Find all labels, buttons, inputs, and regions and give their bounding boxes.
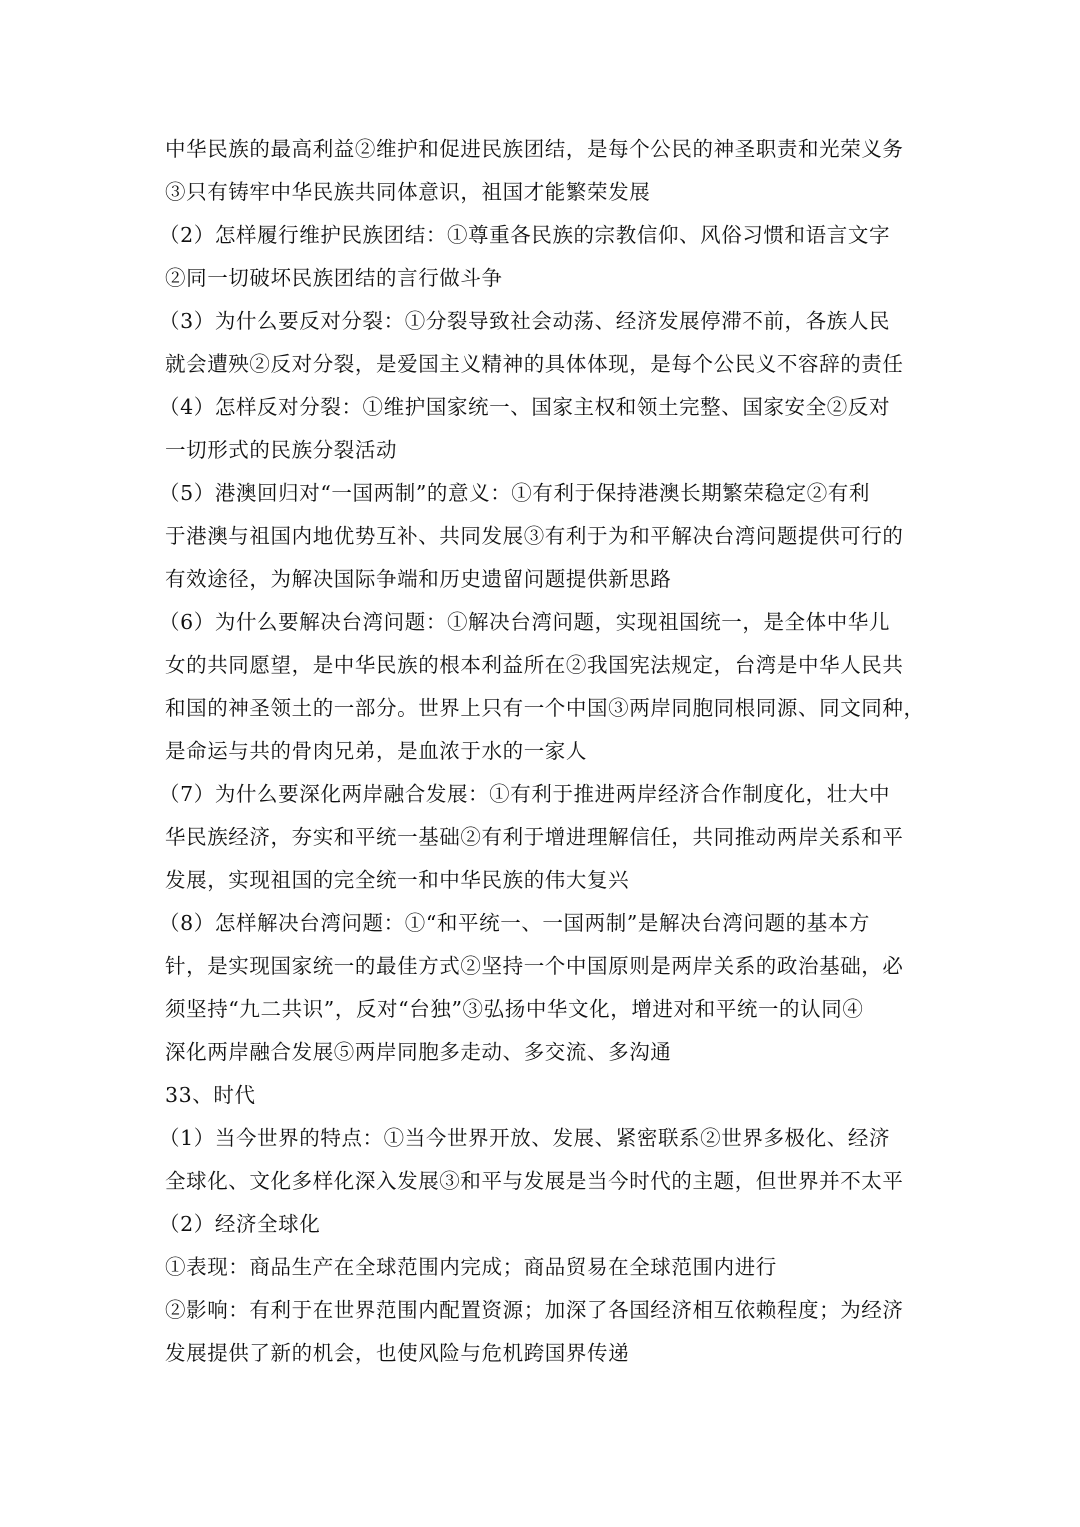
text-line: （1）当今世界的特点：①当今世界开放、发展、紧密联系②世界多极化、经济	[159, 1126, 891, 1150]
text-line: （8）怎样解决台湾问题：①“和平统一、一国两制”是解决台湾问题的基本方	[159, 911, 871, 935]
section-heading: 33、时代	[165, 1083, 256, 1107]
text-line: 深化两岸融合发展⑤两岸同胞多走动、多交流、多沟通	[165, 1040, 672, 1064]
document-body	[159, 128, 925, 1375]
text-line: （2）怎样履行维护民族团结：①尊重各民族的宗教信仰、风俗习惯和语言文字	[159, 223, 891, 247]
text-line: 女的共同愿望，是中华民族的根本利益所在②我国宪法规定，台湾是中华人民共	[165, 653, 904, 677]
text-line: （5）港澳回归对“一国两制”的意义：①有利于保持港澳长期繁荣稳定②有利	[159, 481, 871, 505]
text-line: （3）为什么要反对分裂：①分裂导致社会动荡、经济发展停滞不前，各族人民	[159, 309, 891, 333]
text-line: （2）经济全球化	[159, 1212, 321, 1236]
text-line: 和国的神圣领土的一部分。世界上只有一个中国③两岸同胞同根同源、同文同种，	[165, 696, 925, 720]
text-line: 有效途径，为解决国际争端和历史遗留问题提供新思路	[165, 567, 672, 591]
text-line: 针，是实现国家统一的最佳方式②坚持一个中国原则是两岸关系的政治基础，必	[165, 954, 904, 978]
text-line: 发展，实现祖国的完全统一和中华民族的伟大复兴	[165, 868, 630, 892]
text-line: ③只有铸牢中华民族共同体意识，祖国才能繁荣发展	[165, 180, 651, 204]
text-line: 是命运与共的骨肉兄弟，是血浓于水的一家人	[165, 739, 587, 763]
text-line: （4）怎样反对分裂：①维护国家统一、国家主权和领土完整、国家安全②反对	[159, 395, 891, 419]
text-line: ②同一切破坏民族团结的言行做斗争	[165, 266, 503, 290]
text-line: 于港澳与祖国内地优势互补、共同发展③有利于为和平解决台湾问题提供可行的	[165, 524, 904, 548]
text-line: （6）为什么要解决台湾问题：①解决台湾问题，实现祖国统一，是全体中华儿	[159, 610, 891, 634]
text-line: 华民族经济，夯实和平统一基础②有利于增进理解信任，共同推动两岸关系和平	[165, 825, 904, 849]
text-line: 就会遭殃②反对分裂，是爱国主义精神的具体体现，是每个公民义不容辞的责任	[165, 352, 904, 376]
text-line: ②影响：有利于在世界范围内配置资源；加深了各国经济相互依赖程度；为经济	[165, 1298, 904, 1322]
text-line: ①表现：商品生产在全球范围内完成；商品贸易在全球范围内进行	[165, 1255, 777, 1279]
text-line: 一切形式的民族分裂活动	[165, 438, 398, 462]
text-line: 全球化、文化多样化深入发展③和平与发展是当今时代的主题，但世界并不太平	[165, 1169, 904, 1193]
text-line: 须坚持“九二共识”，反对“台独”③弘扬中华文化，增进对和平统一的认同④	[165, 997, 864, 1021]
text-line: （7）为什么要深化两岸融合发展：①有利于推进两岸经济合作制度化，壮大中	[159, 782, 891, 806]
text-line: 发展提供了新的机会，也使风险与危机跨国界传递	[165, 1341, 630, 1365]
text-line: 中华民族的最高利益②维护和促进民族团结，是每个公民的神圣职责和光荣义务	[165, 137, 904, 161]
